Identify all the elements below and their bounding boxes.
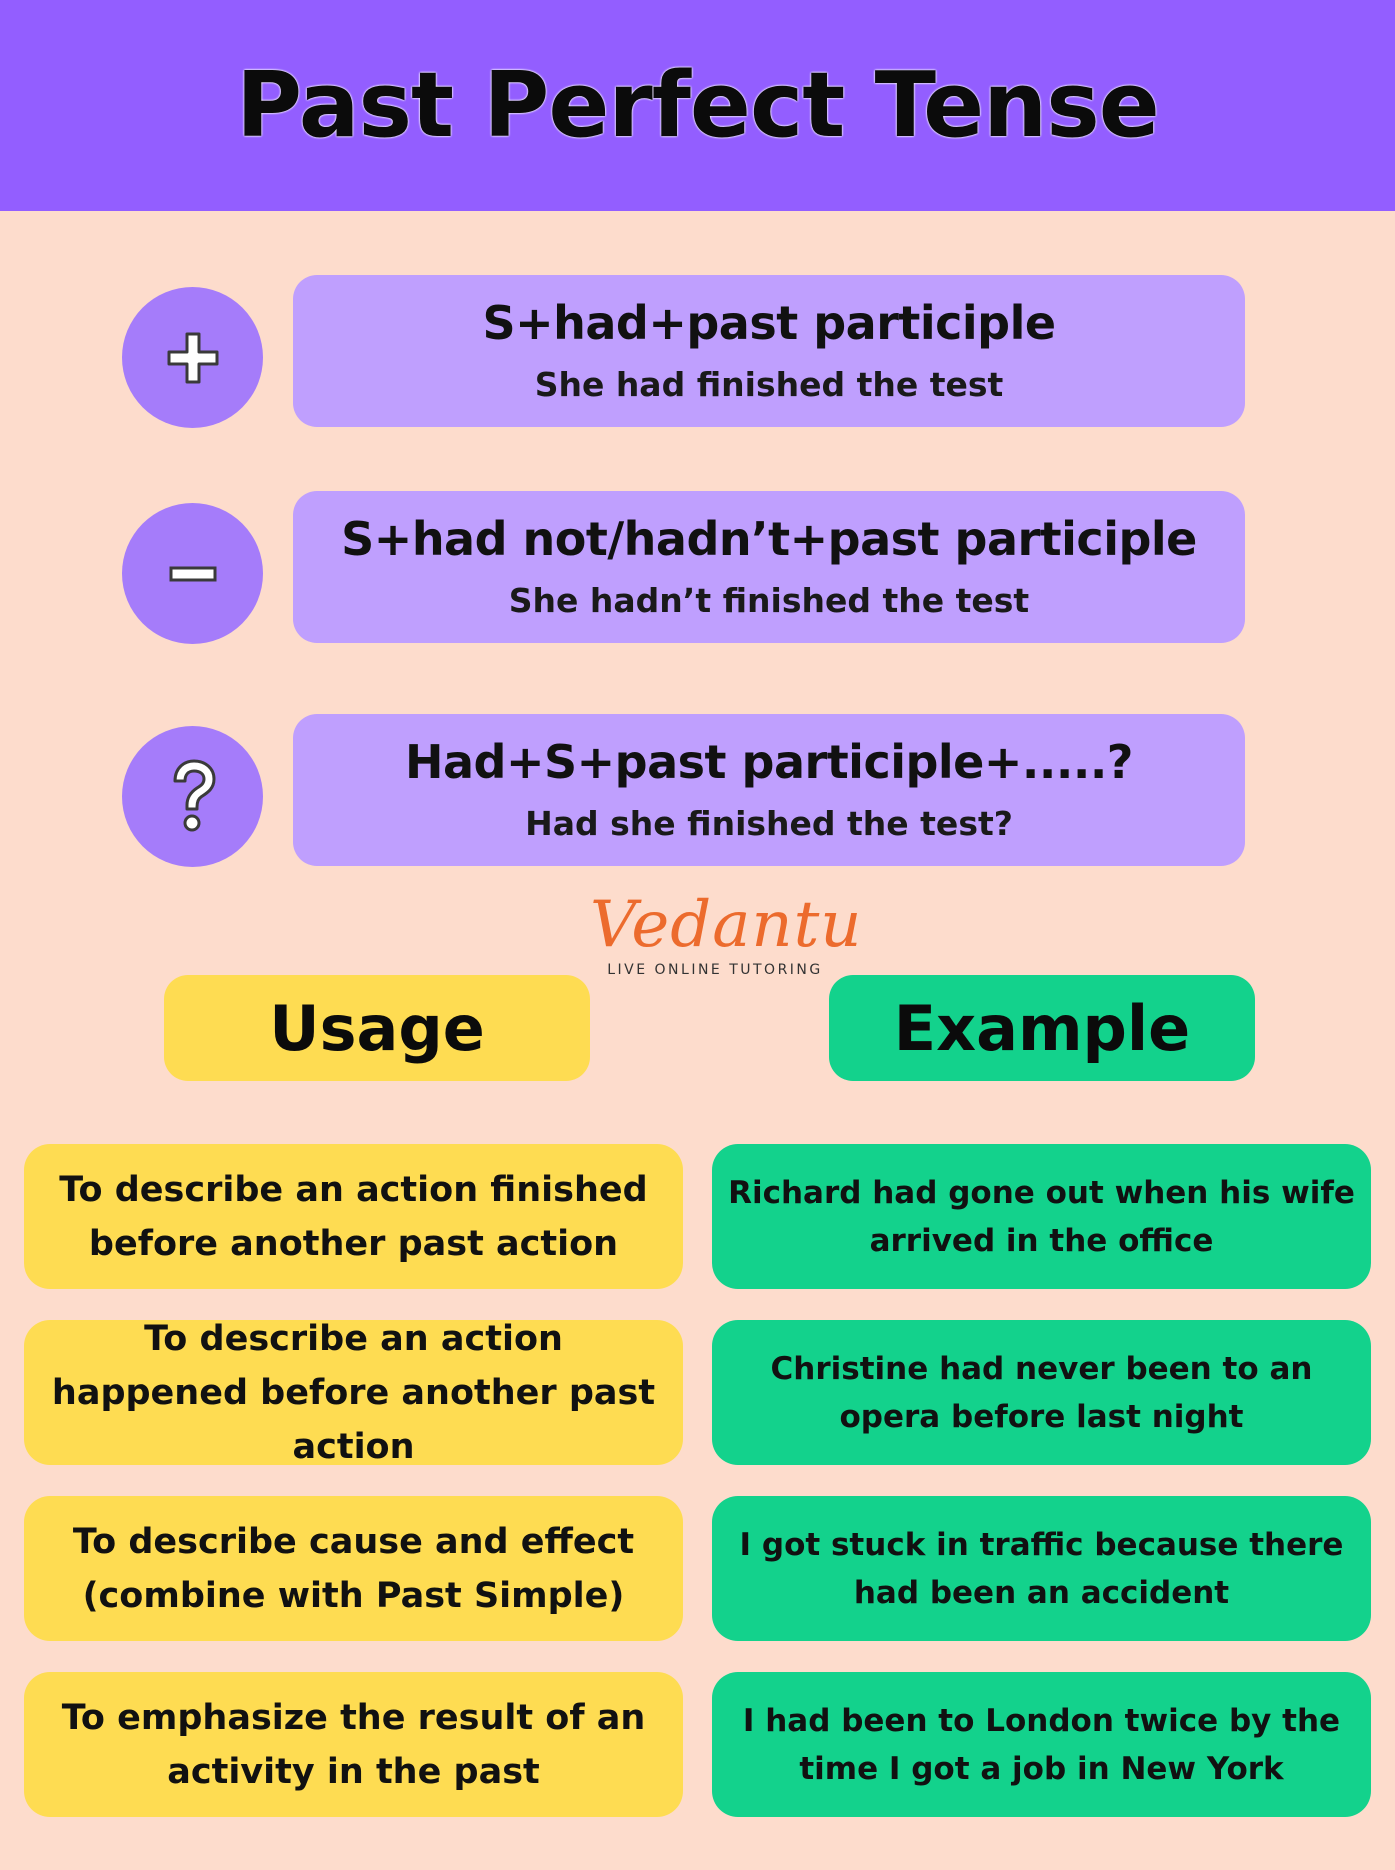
formula-example: She had finished the test xyxy=(534,365,1004,404)
formula-text: S+had not/hadn’t+past participle xyxy=(341,512,1197,566)
page-title: Past Perfect Tense xyxy=(236,53,1159,158)
minus-icon xyxy=(122,503,263,644)
example-cell: Christine had never been to an opera before last night xyxy=(712,1320,1371,1465)
usage-cell: To describe cause and effect (combine with Past Simple) xyxy=(24,1496,683,1641)
formula-box-question xyxy=(293,714,1245,866)
example-cell: Richard had gone out when his wife arrived in the office xyxy=(712,1144,1371,1289)
formula-example: Had she finished the test? xyxy=(525,804,1013,843)
usage-cell: To describe an action happened before another past action xyxy=(24,1320,683,1465)
formula-text: S+had+past participle xyxy=(482,296,1056,350)
usage-header: Usage xyxy=(164,975,590,1081)
formula-box-negative xyxy=(293,491,1245,643)
usage-cell: To describe an action finished before another past action xyxy=(24,1144,683,1289)
example-cell: I got stuck in traffic because there had been an accident xyxy=(712,1496,1371,1641)
example-cell: I had been to London twice by the time I got a job in New York xyxy=(712,1672,1371,1817)
form-row-negative xyxy=(0,491,1395,643)
formula-text: Had+S+past participle+.....? xyxy=(405,735,1133,789)
vedantu-logo xyxy=(590,888,863,980)
logo-wordmark: Vedantu xyxy=(590,888,863,962)
header-banner xyxy=(0,0,1395,211)
logo-tagline: LIVE ONLINE TUTORING xyxy=(607,962,823,978)
question-mark-icon xyxy=(122,726,263,867)
form-row-question xyxy=(0,714,1395,866)
formula-box-affirmative xyxy=(293,275,1245,427)
plus-icon xyxy=(122,287,263,428)
example-header: Example xyxy=(829,975,1255,1081)
usage-cell: To emphasize the result of an activity in the past xyxy=(24,1672,683,1817)
form-row-affirmative xyxy=(0,275,1395,427)
formula-example: She hadn’t finished the test xyxy=(508,581,1030,620)
